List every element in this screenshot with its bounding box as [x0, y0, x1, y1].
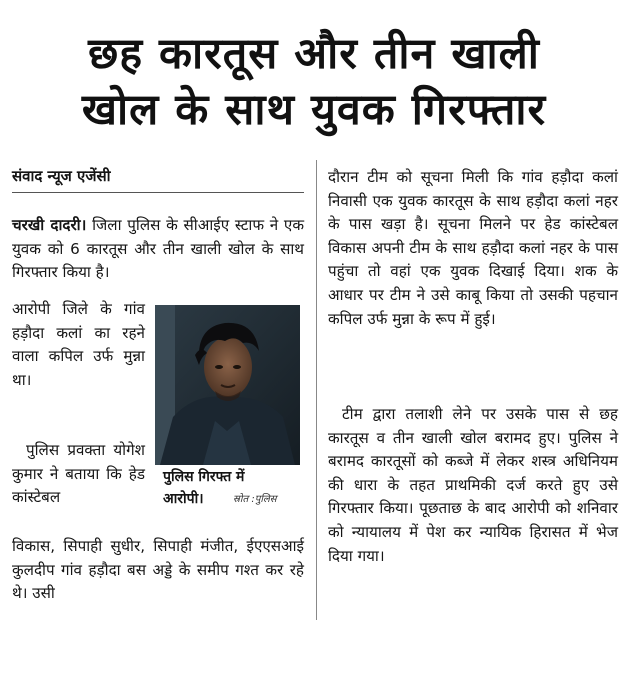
photo-caption-title: पुलिस गिरफ्त में: [163, 469, 245, 485]
article-right-para-1: दौरान टीम को सूचना मिली कि गांव हड़ौदा कलां निवासी एक युवक कारतूस के साथ हड़ौदा कलां नहर के पास खड़ा है। सूचना मिलने पर हेड कांस्टेबल विकास अपनी टीम के साथ हड़ौदा कलां नहर के पास पहुंचा तो वहां एक युवक दिखाई दिया। शक के आधार पर टीम ने उसे काबू किया तो उसकी पहचान कपिल उर्फ मुन्ना के रूप में हुई।: [328, 168, 618, 328]
dateline: चरखी दादरी।: [12, 216, 87, 234]
article-left-wrap-1: आरोपी जिले के गांव हड़ौदा कलां का रहने वाला कपिल उर्फ मुन्ना था।: [12, 300, 145, 389]
article-left-intro: [12, 214, 304, 285]
article-left-intro-text: जिला पुलिस के सीआईए स्टाफ ने एक युवक को 6 कारतूस और तीन खाली खोल के साथ गिरफ्तार किया है।: [12, 216, 304, 282]
byline-rule: [12, 192, 304, 193]
article-right-para-2: टीम द्वारा तलाशी लेने पर उसके पास से छह कारतूस व तीन खाली खोल बरामद हुए। पुलिस ने बरामद कारतूसों को कब्जे में लेकर शस्त्र अधिनियम की धारा के तहत प्राथमिकी दर्ज करते हुए उसे गिरफ्तार किया। पूछताछ के बाद आरोपी को शनिवार को न्यायालय में पेश कर न्यायिक हिरासत में भेज दिया गया।: [328, 405, 618, 565]
column-divider: [316, 160, 317, 620]
article-left-bottom: विकास, सिपाही सुधीर, सिपाही मंजीत, ईएएसआई कुलदीप गांव हड़ौदा बस अड्डे के समीप गश्त कर रहे थे। उसी: [12, 537, 304, 603]
photo-source: स्रोत :पुलिस: [233, 494, 277, 505]
photo-caption-sub: आरोपी।: [163, 491, 204, 507]
accused-photo-image: [155, 305, 300, 465]
article-left-wrap-2: पुलिस प्रवक्ता योगेश कुमार ने बताया कि हेड कांस्टेबल: [12, 441, 145, 507]
byline: संवाद न्यूज एजेंसी: [12, 167, 111, 185]
headline-line-1: छह कारतूस और तीन खाली: [88, 29, 540, 79]
headline-line-2: खोल के साथ युवक गिरफ्तार: [81, 85, 547, 135]
accused-photo: [155, 305, 300, 465]
